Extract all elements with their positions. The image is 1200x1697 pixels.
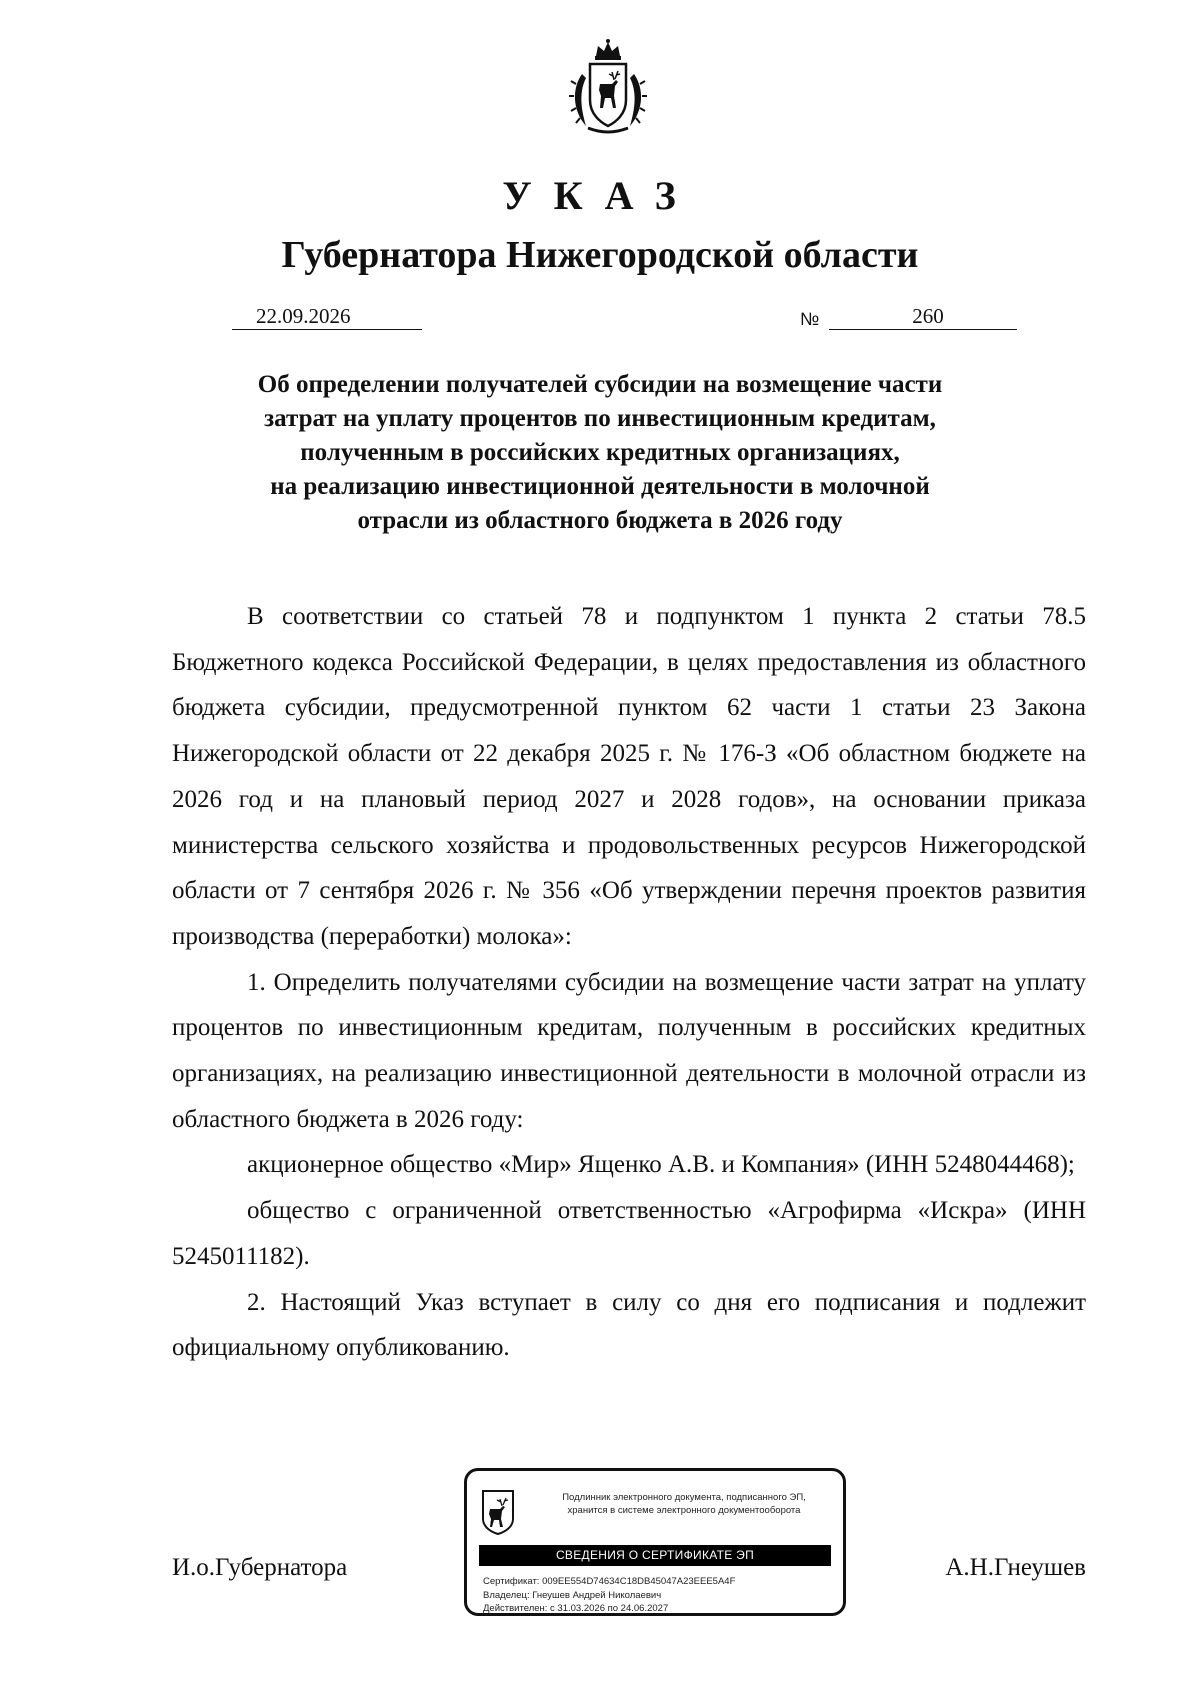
issuer-title: Губернатора Нижегородской области bbox=[281, 234, 919, 276]
subject-line: на реализацию инвестиционной деятельности в молочной bbox=[270, 473, 930, 500]
deer-shield-icon bbox=[481, 1489, 515, 1535]
document-date: 22.09.2026 bbox=[232, 303, 422, 330]
coat-of-arms-icon bbox=[568, 38, 648, 138]
certificate-serial: Сертификат: 009EE554D74634C18DB45047A23EEE5A4F bbox=[483, 1576, 736, 1587]
subject-line: Об определении получателей субсидии на возмещение части bbox=[257, 371, 943, 398]
certificate-owner: Владелец: Гнеушев Андрей Николаевич bbox=[483, 1589, 662, 1601]
document-body bbox=[172, 594, 1086, 1371]
document-type-title: УКАЗ bbox=[502, 173, 698, 218]
document-number: 260 bbox=[829, 303, 1017, 330]
electronic-signature-stamp bbox=[464, 1468, 846, 1616]
certificate-details bbox=[483, 1575, 735, 1616]
stamp-note bbox=[539, 1491, 829, 1517]
stamp-note-line: Подлинник электронного документа, подписанного ЭП, bbox=[562, 1492, 806, 1503]
subject-line: затрат на уплату процентов по инвестиционным кредитам, bbox=[264, 405, 936, 432]
signatory-position: И.о.Губернатора bbox=[172, 1554, 348, 1581]
stamp-note-line: хранится в системе электронного документооборота bbox=[567, 1505, 801, 1516]
subject-line: полученным в российских кредитных организациях, bbox=[300, 439, 900, 466]
certificate-info-bar: СВЕДЕНИЯ О СЕРТИФИКАТЕ ЭП bbox=[479, 1545, 831, 1566]
item-2-paragraph: 2. Настоящий Указ вступает в силу со дня его подписания и подлежит официальному опубликованию. bbox=[172, 1288, 1086, 1362]
preamble-paragraph: В соответствии со статьей 78 и подпунктом 1 пункта 2 статьи 78.5 Бюджетного кодекса Российской Федерации, в целях предоставления из областного бюджета субсидии, предусмотренной пунктом 62 части 1 статьи 23 Закона Нижегородской области от 22 декабря 2025 г. № 176-З «Об областном бюджете на 2026 год и на плановый период 2027 и 2028 годов», на основании приказа министерства сельского хозяйства и продовольственных ресурсов Нижегородской области от 7 сентября 2026 г. № 356 «Об утверждении перечня проектов развития производства (переработки) молока»: bbox=[172, 603, 1086, 950]
recipient-1-paragraph: акционерное общество «Мир» Ященко А.В. и Компания» (ИНН 5248044468); bbox=[247, 1151, 1075, 1179]
document-subject bbox=[200, 368, 1000, 538]
subject-line: отрасли из областного бюджета в 2026 году bbox=[357, 507, 843, 534]
number-label: № bbox=[800, 309, 820, 329]
item-1-paragraph: 1. Определить получателями субсидии на возмещение части затрат на уплату процентов по инвестиционным кредитам, полученным в российских кредитных организациях, на реализацию инвестиционной деятельности в молочной отрасли из областного бюджета в 2026 году: bbox=[172, 968, 1086, 1133]
certificate-validity: Действителен: с 31.03.2026 по 24.06.2027 bbox=[483, 1603, 669, 1614]
recipient-2-paragraph: общество с ограниченной ответственностью «Агрофирма «Искра» (ИНН 5245011182). bbox=[172, 1197, 1086, 1270]
signatory-name: А.Н.Гнеушев bbox=[945, 1554, 1086, 1581]
